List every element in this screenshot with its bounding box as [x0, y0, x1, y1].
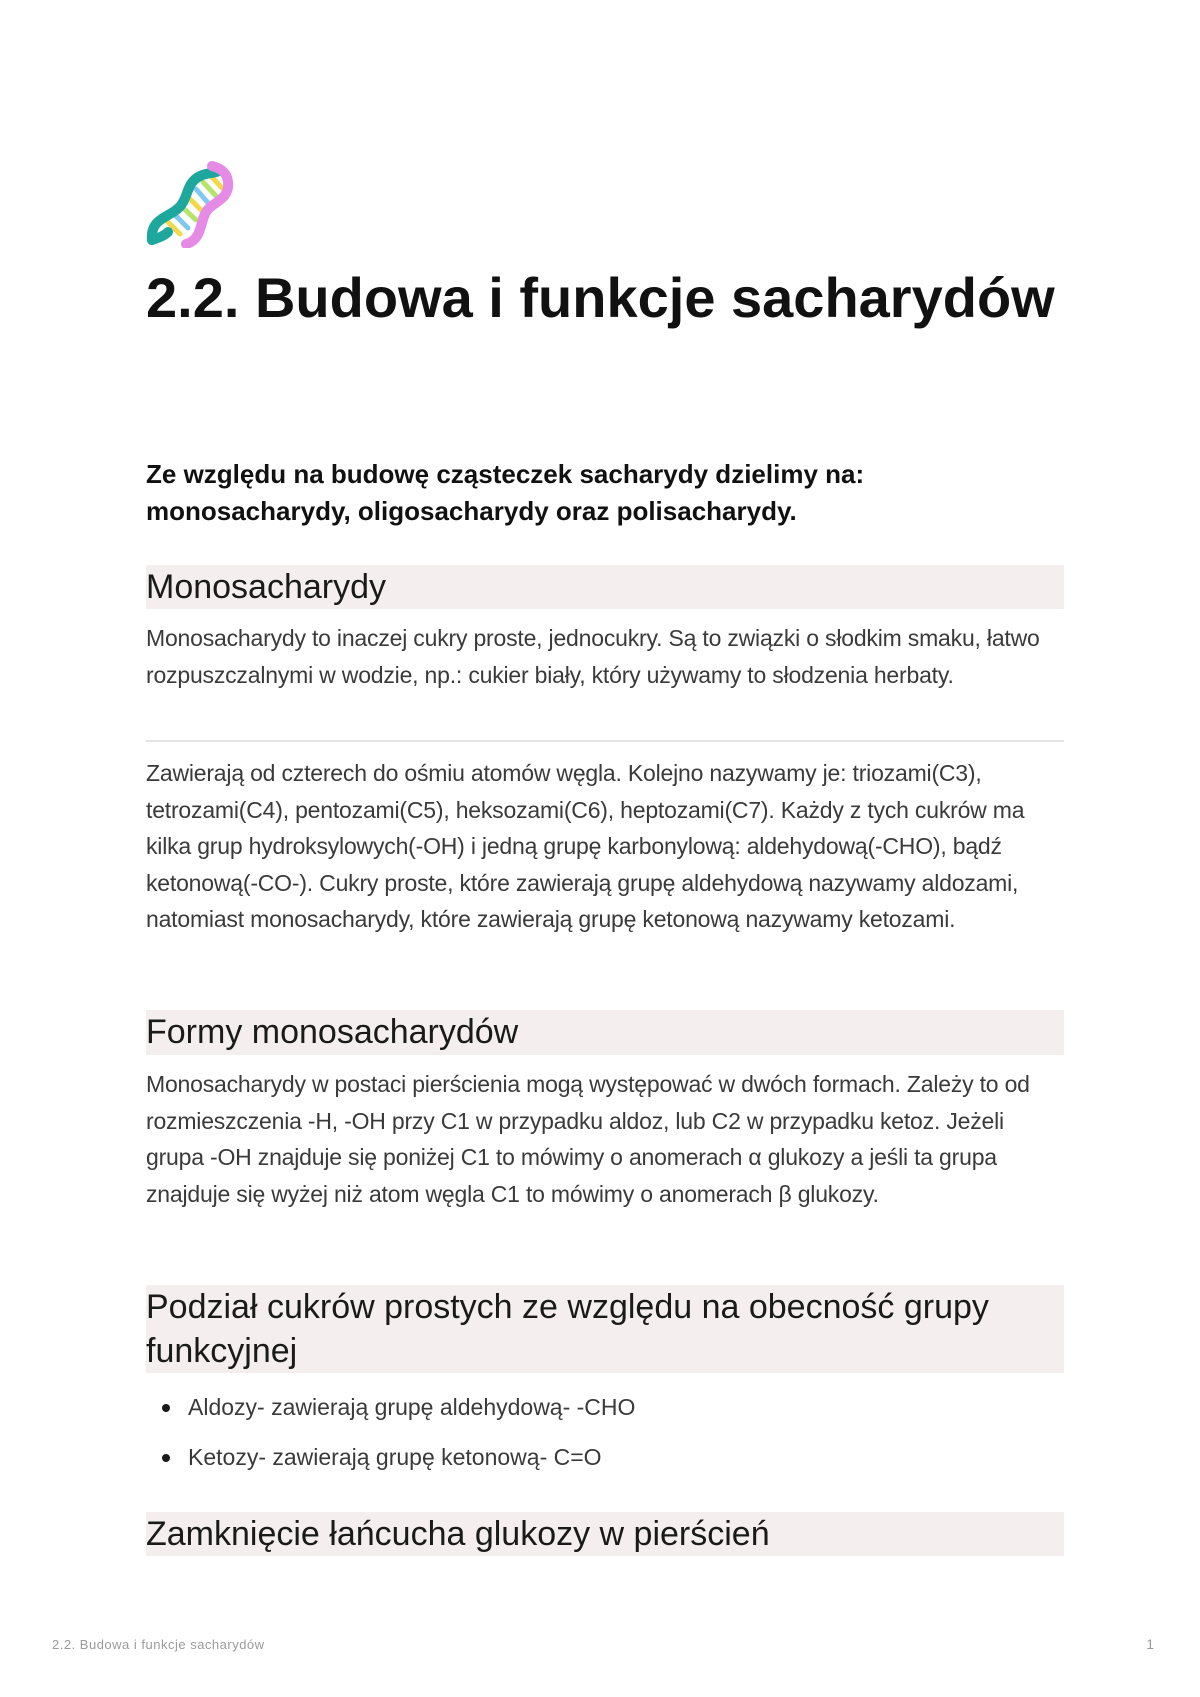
- heading-monosacharydy: Monosacharydy: [146, 565, 1064, 609]
- footer-page-number: 1: [1146, 1636, 1154, 1652]
- heading-zamkniecie-lancucha: Zamknięcie łańcucha glukozy w pierścień: [146, 1512, 1064, 1556]
- list-item-text: Ketozy- zawierają grupę ketonową- C=O: [188, 1444, 602, 1470]
- divider: [146, 740, 1064, 742]
- heading-formy-monosacharydow: Formy monosacharydów: [146, 1010, 1064, 1055]
- functional-group-list: [146, 1389, 1064, 1489]
- heading-podzial-cukrow: Podział cukrów prostych ze względu na obecność grupy funkcyjnej: [146, 1285, 1064, 1373]
- paragraph-anomers: Monosacharydy w postaci pierścienia mogą występować w dwóch formach. Zależy to od rozmieszczenia -H, -OH przy C1 w przypadku aldoz, lub C2 w przypadku ketoz. Jeżeli grupa -OH znajduje się poniżej C1 to mówimy o anomerach α glukozy a jeśli ta grupa znajduje się wyżej niż atom węgla C1 to mówimy o anomerach β glukozy.: [146, 1071, 1030, 1207]
- list-item: [146, 1389, 1064, 1439]
- bullet-icon: [162, 1454, 170, 1462]
- footer-title: 2.2. Budowa i funkcje sacharydów: [52, 1637, 265, 1652]
- dna-icon: [146, 160, 234, 248]
- list-item: [146, 1439, 1064, 1489]
- bullet-icon: [162, 1404, 170, 1412]
- list-item-text: Aldozy- zawierają grupę aldehydową- -CHO: [188, 1394, 636, 1420]
- page-title: 2.2. Budowa i funkcje sacharydów: [146, 266, 1055, 329]
- paragraph-mono-carbon-atoms: Zawierają od czterech do ośmiu atomów węgla. Kolejno nazywamy je: triozami(C3), tetrozami(C4), pentozami(C5), heksozami(C6), heptozami(C7). Każdy z tych cukrów ma kilka grup hydroksylowych(-OH) i jedną grupę karbonylową: aldehydową(-CHO), bądź ketonową(-CO-). Cukry proste, które zawierają grupę aldehydową nazywamy aldozami, natomiast monosacharydy, które zawierają grupę ketonową nazywamy ketozami.: [146, 760, 1025, 932]
- paragraph-mono-definition: Monosacharydy to inaczej cukry proste, jednocukry. Są to związki o słodkim smaku, łatwo rozpuszczalnymi w wodzie, np.: cukier biały, który używamy to słodzenia herbaty.: [146, 625, 1040, 688]
- intro-paragraph: Ze względu na budowę cząsteczek sacharydy dzielimy na: monosacharydy, oligosacharydy oraz polisacharydy.: [146, 459, 865, 526]
